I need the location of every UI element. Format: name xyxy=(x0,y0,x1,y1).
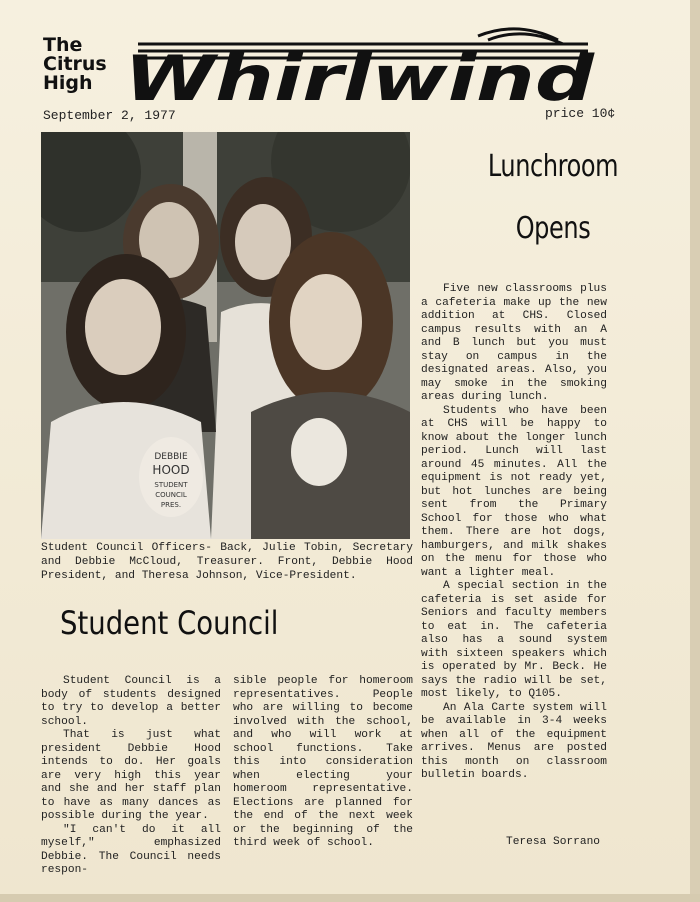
masthead-title-logo xyxy=(118,26,608,112)
student-council-headline: Student Council xyxy=(60,604,279,642)
page-edge-right xyxy=(690,0,700,902)
badge-line-4: COUNCIL xyxy=(155,491,187,499)
council-article-column-1 xyxy=(41,675,221,878)
lunchroom-byline: Teresa Sorrano xyxy=(506,836,600,848)
badge-line-3: STUDENT xyxy=(154,481,188,489)
issue-date: September 2, 1977 xyxy=(43,108,176,123)
lunchroom-headline-line2: Opens xyxy=(515,211,591,246)
page-edge-bottom xyxy=(0,894,700,902)
council-paragraph: Student Council is a body of students designed to try to develop a better school. xyxy=(41,675,221,728)
badge-line-2: HOOD xyxy=(152,463,190,477)
masthead-title-text: Whirlwind xyxy=(124,42,595,112)
council-paragraph: That is just what president Debbie Hood intends to do. Her goals are very high this year and she and her staff plan to have as many dances as possible during the year. xyxy=(41,729,221,822)
masthead-line-citrus: Citrus xyxy=(43,53,107,75)
masthead-line-the: The xyxy=(43,34,83,56)
lunchroom-paragraph: Students who have been at CHS will be happy to know about the longer lunch period. Lunch will last around 45 minutes. All the equipment is not ready yet, but hot lunches are being sent from the Primary School for those who what them. There are hot dogs, hamburgers, and milk shakes on the menu for those who want a lighter meal. xyxy=(421,404,607,579)
lunchroom-headline-line1: Lunchroom xyxy=(487,149,619,184)
lunchroom-paragraph: A special section in the cafeteria is set aside for Seniors and faculty members to eat in. The cafeteria also has a sound system with sixteen speakers which is operated by Mr. Beck. He says the radio will be set, most likely, to Q105. xyxy=(421,580,607,700)
student-council-photo xyxy=(41,132,410,539)
masthead-title xyxy=(118,26,608,112)
badge-line-1: DEBBIE xyxy=(154,452,188,462)
masthead-school-name xyxy=(43,36,123,93)
lunchroom-paragraph: Five new classrooms plus a cafeteria make up the new addition at CHS. Closed campus results with an A and B lunch but you must stay on campus in the designated areas. Also, you may smoke in the smoking areas during lunch. xyxy=(421,283,607,403)
photo-illustration xyxy=(41,132,410,539)
council-paragraph: sible people for homeroom representatives. People who are willing to become involved with the school, and who will work at school functions. Take this into consideration when electing your homeroom representative. Elections are planned for the end of the next week or the beginning of the third week of school. xyxy=(233,675,413,849)
masthead-line-high: High xyxy=(43,72,93,94)
badge-line-5: PRES. xyxy=(160,501,182,509)
council-paragraph: "I can't do it all myself," emphasized Debbie. The Council needs respon- xyxy=(41,823,221,876)
lunchroom-headline xyxy=(445,136,661,260)
issue-price: price 10¢ xyxy=(545,106,616,121)
lunchroom-paragraph: An Ala Carte system will be available in 3-4 weeks when all of the equipment arrives. Menus are posted this month on classroom bulletin boards. xyxy=(421,701,607,781)
photo-caption: Student Council Officers- Back, Julie Tobin, Secretary and Debbie McCloud, Treasurer. Front, Debbie Hood President, and Theresa Johnson, Vice-President. xyxy=(41,542,413,582)
lunchroom-article xyxy=(421,283,607,783)
council-article-column-2 xyxy=(233,675,413,851)
